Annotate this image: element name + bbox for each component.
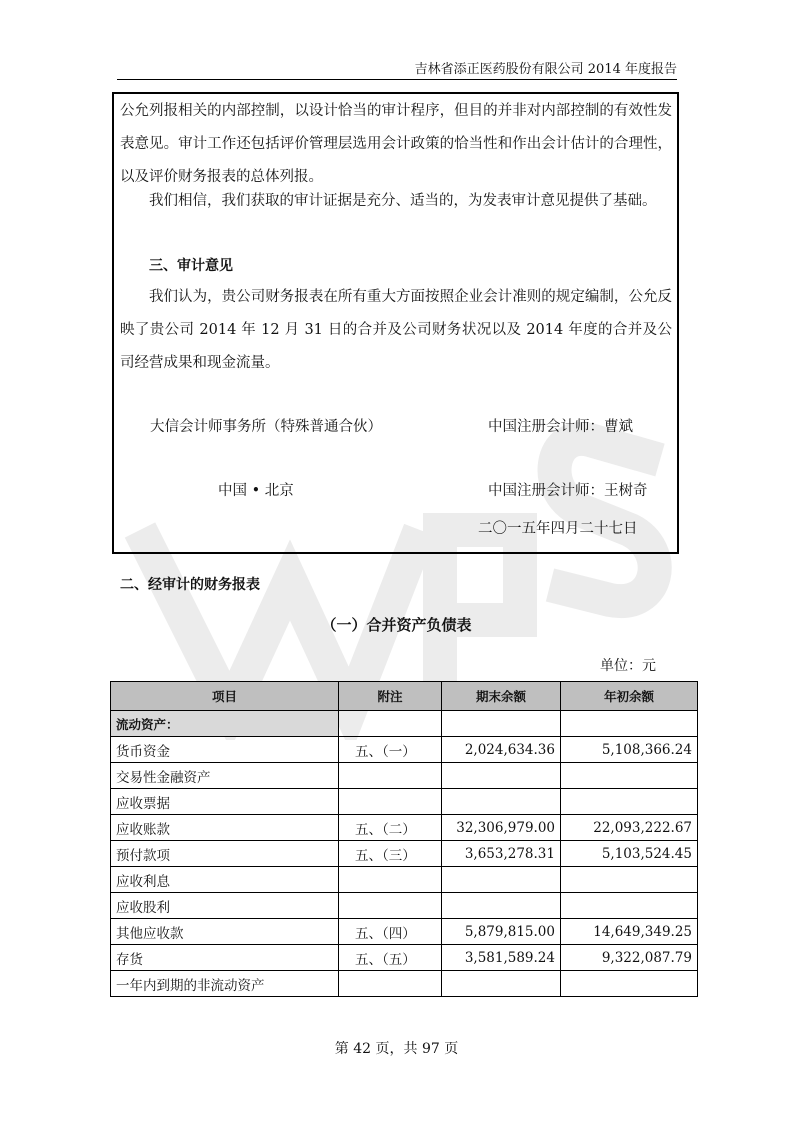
row-item: 存货 xyxy=(111,945,339,971)
audit-report-date: 二〇一五年四月二十七日 xyxy=(478,521,638,537)
row-begin-balance: 14,649,349.25 xyxy=(561,919,698,945)
table-row xyxy=(111,893,698,919)
page-number: 第 42 页，共 97 页 xyxy=(334,1041,459,1057)
table-row xyxy=(111,815,698,841)
column-header-item: 项目 xyxy=(111,682,339,711)
row-end-balance xyxy=(442,893,561,919)
column-header-begin-balance: 年初余额 xyxy=(561,682,698,711)
row-item: 预付款项 xyxy=(111,841,339,867)
table-row xyxy=(111,867,698,893)
row-note xyxy=(339,971,442,997)
row-begin-balance xyxy=(561,789,698,815)
row-item: 一年内到期的非流动资产 xyxy=(111,971,339,997)
table-row xyxy=(111,971,698,997)
table-header-row xyxy=(111,682,698,711)
table-row xyxy=(111,737,698,763)
row-end-balance xyxy=(442,867,561,893)
row-end-balance xyxy=(442,789,561,815)
row-end-balance xyxy=(442,971,561,997)
row-item: 应收利息 xyxy=(111,867,339,893)
balance-sheet-table xyxy=(110,681,698,997)
row-note: 五、（二） xyxy=(339,815,442,841)
row-end-balance: 5,879,815.00 xyxy=(442,919,561,945)
column-header-end-balance: 期末余额 xyxy=(442,682,561,711)
row-note: 五、（三） xyxy=(339,841,442,867)
row-end-balance: 32,306,979.00 xyxy=(442,815,561,841)
row-begin-balance: 5,103,524.45 xyxy=(561,841,698,867)
row-note xyxy=(339,789,442,815)
row-item: 应收股利 xyxy=(111,893,339,919)
unit-label: 单位：元 xyxy=(600,658,656,674)
table-row xyxy=(111,919,698,945)
report-header-title: 吉林省添正医药股份有限公司 2014 年度报告 xyxy=(414,62,677,77)
table-row xyxy=(111,789,698,815)
row-note xyxy=(339,893,442,919)
table-row xyxy=(111,763,698,789)
audit-opinion-heading: 三、审计意见 xyxy=(149,258,233,274)
row-begin-balance: 9,322,087.79 xyxy=(561,945,698,971)
section-title: 二、经审计的财务报表 xyxy=(120,577,260,593)
audit-paragraph-1: 公允列报相关的内部控制，以设计恰当的审计程序，但目的并非对内部控制的有效性发表意见。审计工作还包括评价管理层选用会计政策的恰当性和作出会计估计的合理性，以及评价财务报表的总体列报。 xyxy=(120,103,672,185)
table-section-row xyxy=(111,711,698,737)
table-title: （一）合并资产负债表 xyxy=(321,616,472,634)
section-label: 流动资产： xyxy=(111,711,339,737)
audit-opinion-paragraph: 我们认为，贵公司财务报表在所有重大方面按照企业会计准则的规定编制，公允反映了贵公司 2014 年 12 月 31 日的合并及公司财务状况以及 2014 年度的合并及公司经营成果和现金流量。 xyxy=(120,289,672,371)
row-note: 五、（五） xyxy=(339,945,442,971)
row-begin-balance xyxy=(561,763,698,789)
row-item: 交易性金融资产 xyxy=(111,763,339,789)
row-end-balance: 3,581,589.24 xyxy=(442,945,561,971)
table-row xyxy=(111,841,698,867)
row-begin-balance: 22,093,222.67 xyxy=(561,815,698,841)
row-item: 货币资金 xyxy=(111,737,339,763)
row-note xyxy=(339,867,442,893)
row-item: 应收账款 xyxy=(111,815,339,841)
audit-firm-name: 大信会计师事务所（特殊普通合伙） xyxy=(150,419,382,435)
cpa-signature-1: 中国注册会计师：曹斌 xyxy=(488,419,633,435)
row-note: 五、（一） xyxy=(339,737,442,763)
row-end-balance xyxy=(442,763,561,789)
row-begin-balance xyxy=(561,893,698,919)
row-end-balance: 3,653,278.31 xyxy=(442,841,561,867)
row-begin-balance: 5,108,366.24 xyxy=(561,737,698,763)
row-note xyxy=(339,763,442,789)
header-divider xyxy=(117,79,677,80)
row-begin-balance xyxy=(561,971,698,997)
table-row xyxy=(111,945,698,971)
row-item: 其他应收款 xyxy=(111,919,339,945)
row-end-balance: 2,024,634.36 xyxy=(442,737,561,763)
row-begin-balance xyxy=(561,867,698,893)
column-header-note: 附注 xyxy=(339,682,442,711)
audit-paragraph-2: 我们相信，我们获取的审计证据是充分、适当的，为发表审计意见提供了基础。 xyxy=(149,193,657,209)
audit-firm-location: 中国 • 北京 xyxy=(218,483,294,499)
cpa-signature-2: 中国注册会计师：王树奇 xyxy=(488,483,648,499)
row-note: 五、（四） xyxy=(339,919,442,945)
row-item: 应收票据 xyxy=(111,789,339,815)
